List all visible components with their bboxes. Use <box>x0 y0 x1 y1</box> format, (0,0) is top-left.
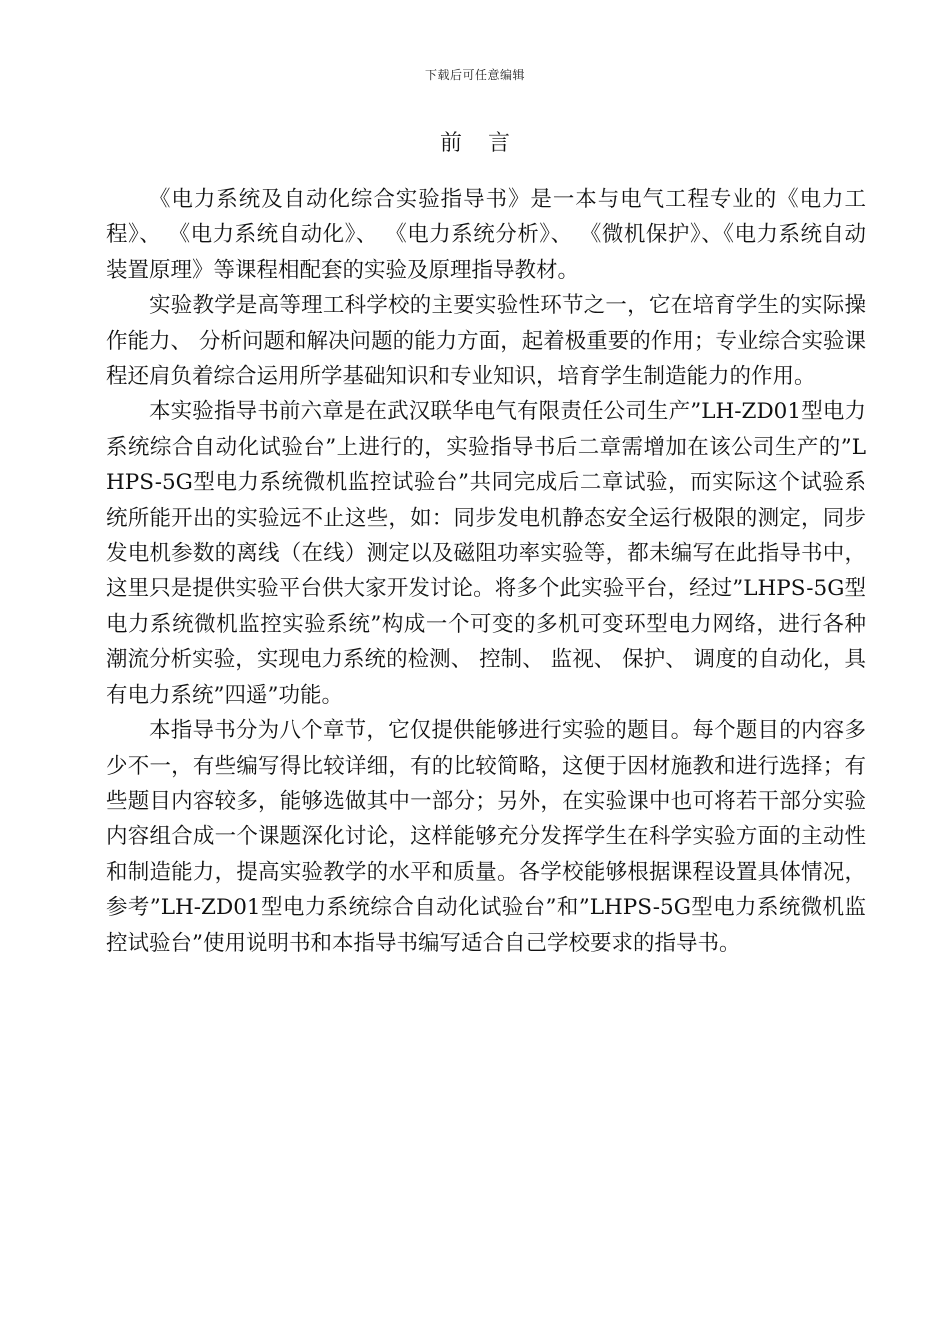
paragraph-4: 本指导书分为八个章节，它仅提供能够进行实验的题目。每个题目的内容多少不一，有些编写得比较详细，有的比较简略，这便于因材施教和进行选择；有些题目内容较多，能够选做其中一部分；另外，在实验课中也可将若干部分实验内容组合成一个课题深化讨论，这样能够充分发挥学生在科学实验方面的主动性和制造能力，提高实验教学的水平和质量。各学校能够根据课程设置具体情况，参考”LH-ZD01型电力系统综合自动化试验台”和”LHPS-5G型电力系统微机监控试验台”使用说明书和本指导书编写适合自己学校要求的指导书。 <box>106 718 866 956</box>
body-text <box>106 182 866 961</box>
paragraph-1: 《电力系统及自动化综合实验指导书》是一本与电气工程专业的《电力工程》、 《电力系统自动化》、 《电力系统分析》、 《微机保护》、《电力系统自动装置原理》等课程相配套的实验及原理指导教材。 <box>106 187 866 283</box>
page-title: 前言 <box>439 131 536 156</box>
paragraph-3: 本实验指导书前六章是在武汉联华电气有限责任公司生产”LH-ZD01型电力系统综合自动化试验台”上进行的，实验指导书后二章需增加在该公司生产的”LHPS-5G型电力系统微机监控试验台”共同完成后二章试验，而实际这个试验系统所能开出的实验远不止这些，如：同步发电机静态安全运行极限的测定，同步发电机参数的离线（在线）测定以及磁阻功率实验等，都未编写在此指导书中，这里只是提供实验平台供大家开发讨论。将多个此实验平台，经过”LHPS-5G型电力系统微机监控实验系统”构成一个可变的多机可变环型电力网络，进行各种潮流分析实验，实现电力系统的检测、 控制、 监视、 保护、 调度的自动化，具有电力系统”四遥”功能。 <box>106 399 866 708</box>
header-note: 下载后可任意编辑 <box>424 68 525 82</box>
paragraph-2: 实验教学是高等理工科学校的主要实验性环节之一，它在培育学生的实际操作能力、 分析问题和解决问题的能力方面，起着极重要的作用；专业综合实验课程还肩负着综合运用所学基础知识和专业知识，培育学生制造能力的作用。 <box>106 293 866 390</box>
